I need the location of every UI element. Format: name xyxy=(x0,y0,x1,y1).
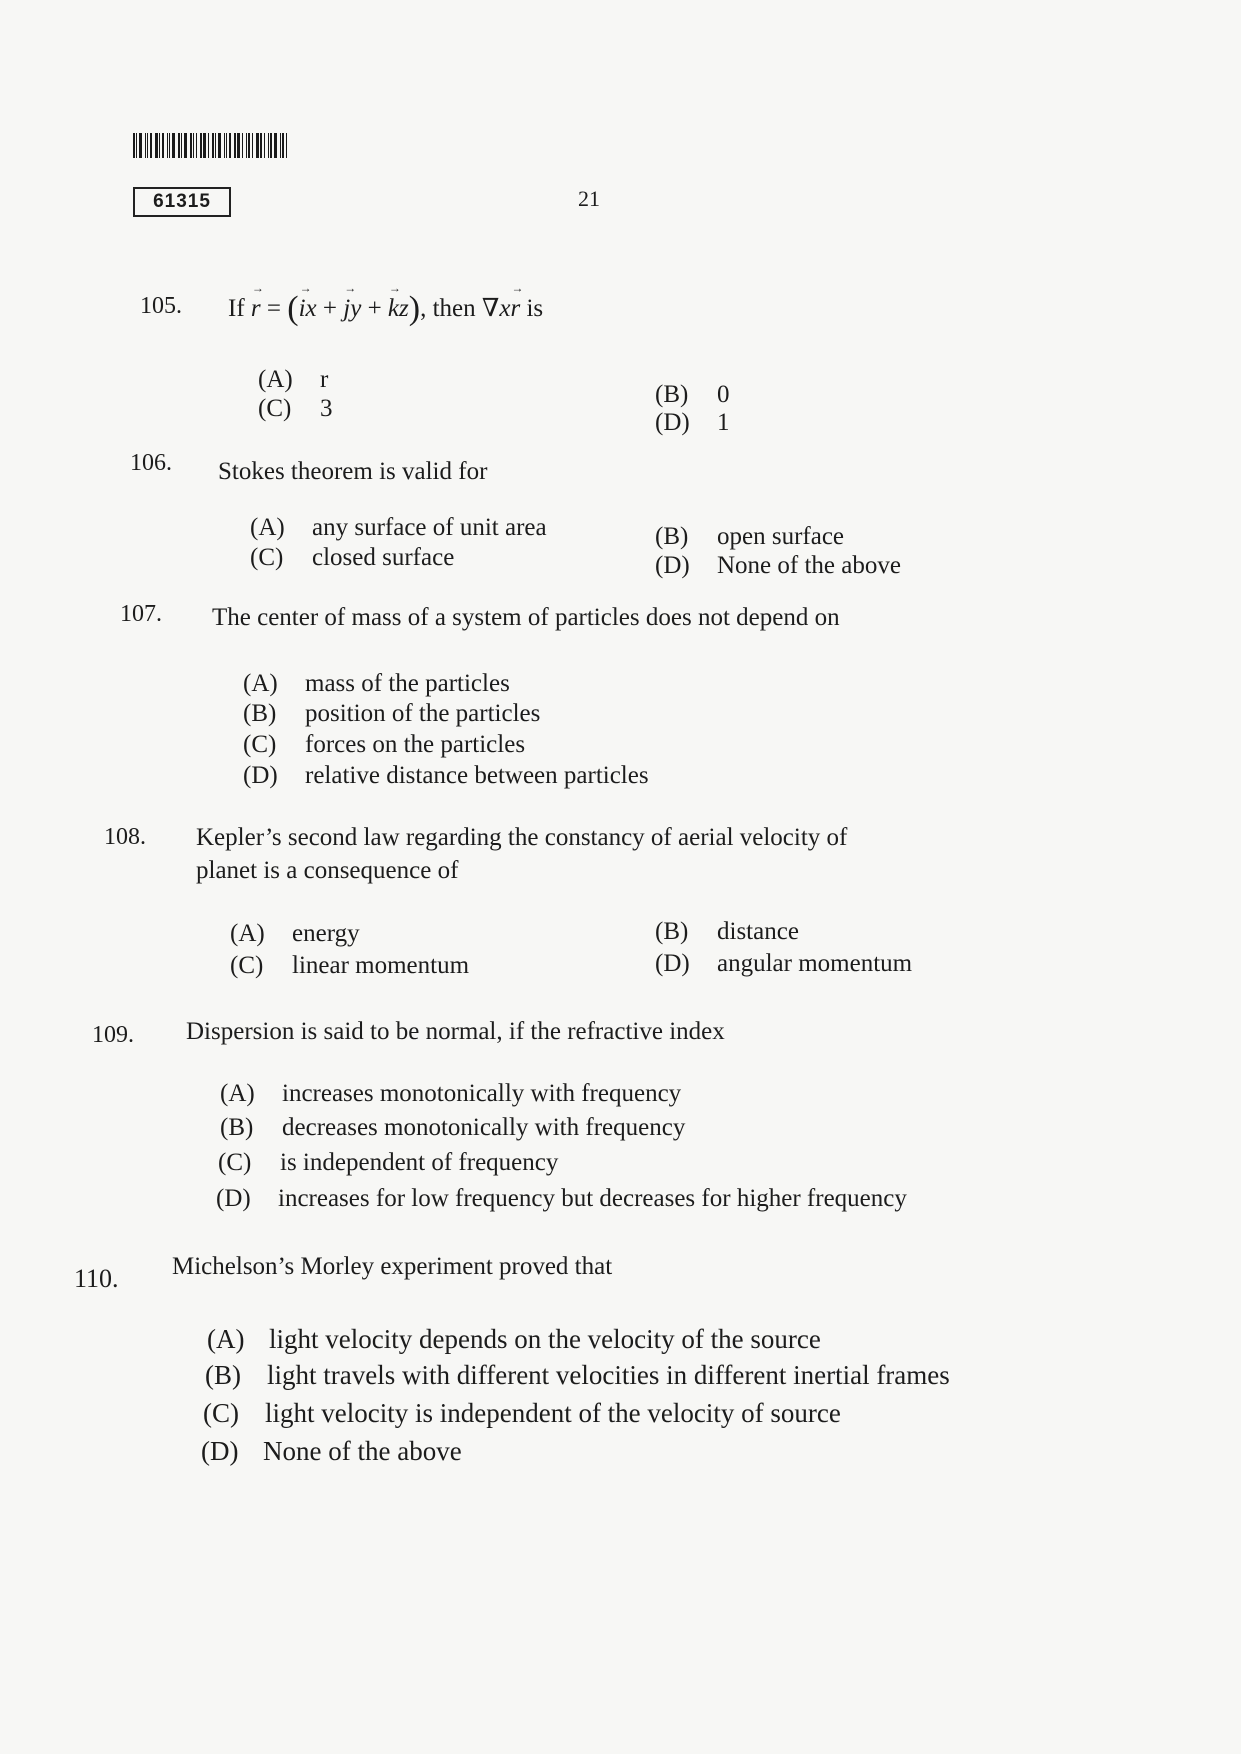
q105-then: , then xyxy=(420,295,476,322)
question-number-108: 108. xyxy=(104,824,146,850)
option-label: (D) xyxy=(201,1436,239,1466)
option-label: (C) xyxy=(250,544,284,571)
question-text-106: Stokes theorem is valid for xyxy=(218,458,488,485)
q105-plus-2: + xyxy=(367,295,382,322)
q105-open-paren: ( xyxy=(287,290,299,327)
option-109-c xyxy=(218,1149,558,1177)
option-label: (C) xyxy=(258,395,292,422)
option-106-a xyxy=(250,514,547,542)
question-text-107: The center of mass of a system of particles does not depend on xyxy=(212,604,840,631)
q105-plus-1: + xyxy=(322,295,337,322)
barcode-bar xyxy=(212,133,214,158)
barcode-bar xyxy=(256,133,259,158)
q105-x: x xyxy=(305,295,317,322)
option-label: (C) xyxy=(243,731,277,758)
option-text: increases monotonically with frequency xyxy=(282,1080,682,1107)
option-label: (A) xyxy=(258,366,293,393)
barcode-bar xyxy=(260,133,262,158)
option-text: open surface xyxy=(717,523,845,550)
option-text: 1 xyxy=(717,409,730,436)
option-label: (C) xyxy=(203,1398,239,1428)
barcode-bar xyxy=(218,133,221,158)
q105-close-paren: ) xyxy=(408,290,421,327)
option-107-b xyxy=(243,700,540,728)
question-number-107: 107. xyxy=(120,601,162,627)
question-text-110: Michelson’s Morley experiment proved that xyxy=(172,1253,613,1280)
barcode-bar xyxy=(196,133,197,158)
option-110-c xyxy=(203,1398,841,1429)
q105-eq: = xyxy=(266,295,281,322)
barcode-bar xyxy=(193,133,194,158)
barcode-bar xyxy=(181,133,182,158)
barcode-bar xyxy=(167,133,168,158)
option-text: 0 xyxy=(717,381,730,408)
question-number-105: 105. xyxy=(140,293,182,319)
barcode-bar xyxy=(248,133,250,158)
barcode-bar xyxy=(184,133,187,158)
barcode-bar xyxy=(268,133,269,158)
barcode-bar xyxy=(280,133,281,158)
barcode-bar xyxy=(215,133,216,158)
option-label: (A) xyxy=(250,514,285,541)
barcode-bar xyxy=(172,133,175,158)
q105-nabla: ∇ xyxy=(481,295,500,322)
barcode-bar xyxy=(139,133,142,158)
question-text-108-line1: Kepler’s second law regarding the constancy of aerial velocity of xyxy=(196,824,848,851)
option-label: (B) xyxy=(655,523,689,550)
barcode-bar xyxy=(169,133,170,158)
option-110-b xyxy=(205,1360,950,1391)
option-109-b xyxy=(220,1114,685,1142)
barcode-bar xyxy=(252,133,253,158)
option-text: 3 xyxy=(320,395,333,422)
option-label: (B) xyxy=(220,1114,254,1141)
option-label: (A) xyxy=(230,920,265,947)
question-number-106: 106. xyxy=(130,450,172,476)
option-105-b xyxy=(655,381,730,409)
barcode-bar xyxy=(224,133,225,158)
q105-i-vector: → i xyxy=(299,295,306,323)
option-text: forces on the particles xyxy=(305,731,526,758)
barcode-bar xyxy=(150,133,152,158)
option-105-c xyxy=(258,395,333,423)
barcode-bar xyxy=(226,133,227,158)
option-label: (A) xyxy=(243,670,278,697)
barcode-bar xyxy=(234,133,236,158)
option-108-c xyxy=(230,952,469,980)
q105-r-vector: → r xyxy=(251,295,261,323)
option-110-a xyxy=(207,1324,821,1355)
barcode-bar xyxy=(264,133,265,158)
option-text: angular momentum xyxy=(717,950,913,977)
option-text: distance xyxy=(717,918,799,945)
option-text: is independent of frequency xyxy=(280,1149,559,1176)
option-text: light travels with different velocities in different inertial frames xyxy=(267,1360,950,1390)
option-105-d xyxy=(655,409,730,437)
q105-k-vector: → k xyxy=(388,295,399,323)
option-label: (B) xyxy=(205,1360,241,1390)
page-number: 21 xyxy=(578,186,600,211)
option-label: (C) xyxy=(230,952,264,979)
question-number-110: 110. xyxy=(74,1264,119,1293)
option-text: mass of the particles xyxy=(305,670,510,697)
barcode-bar xyxy=(190,133,192,158)
option-label: (D) xyxy=(655,950,690,977)
barcode-bar xyxy=(270,133,272,158)
barcode-bar xyxy=(229,133,231,158)
q105-y: y xyxy=(350,295,362,322)
option-label: (C) xyxy=(218,1149,252,1176)
option-110-d xyxy=(201,1436,462,1467)
question-text-105 xyxy=(228,290,543,328)
option-106-d xyxy=(655,552,901,580)
option-text: any surface of unit area xyxy=(312,514,547,541)
barcode-bar xyxy=(242,133,243,158)
option-108-b xyxy=(655,918,799,946)
question-text-108-line2: planet is a consequence of xyxy=(196,857,459,884)
q105-prefix: If xyxy=(228,295,245,322)
option-text: None of the above xyxy=(263,1436,462,1466)
option-text: energy xyxy=(292,920,360,947)
option-text: increases for low frequency but decreases for higher frequency xyxy=(278,1185,907,1212)
option-107-d xyxy=(243,762,649,790)
option-label: (B) xyxy=(243,700,277,727)
option-label: (D) xyxy=(216,1185,251,1212)
barcode-bar xyxy=(286,133,287,158)
question-text-109: Dispersion is said to be normal, if the refractive index xyxy=(186,1018,725,1045)
option-text: linear momentum xyxy=(292,952,470,979)
barcode-bar xyxy=(237,133,240,158)
option-text: r xyxy=(320,366,329,393)
option-text: position of the particles xyxy=(305,700,541,727)
option-text: closed surface xyxy=(312,544,455,571)
barcode-bar xyxy=(178,133,180,158)
option-108-a xyxy=(230,920,360,948)
barcode-bar xyxy=(136,133,137,158)
barcode-bar xyxy=(159,133,160,158)
option-text: light velocity depends on the velocity of the source xyxy=(269,1324,821,1354)
option-108-d xyxy=(655,950,912,978)
q105-cross: x xyxy=(499,295,511,322)
barcode-bar xyxy=(147,133,148,158)
barcode-bar xyxy=(200,133,202,158)
option-label: (B) xyxy=(655,918,689,945)
option-label: (A) xyxy=(207,1324,245,1354)
barcode xyxy=(133,133,303,158)
option-text: relative distance between particles xyxy=(305,762,649,789)
option-text: None of the above xyxy=(717,552,901,579)
barcode-bar xyxy=(145,133,146,158)
option-text: light velocity is independent of the velocity of source xyxy=(265,1398,841,1428)
option-107-c xyxy=(243,731,525,759)
option-109-a xyxy=(220,1080,681,1108)
q105-z: z xyxy=(399,295,409,322)
barcode-bar xyxy=(282,133,284,158)
barcode-bar xyxy=(203,133,206,158)
option-label: (A) xyxy=(220,1080,255,1107)
q105-r-vector-2: → r xyxy=(510,295,520,323)
option-109-d xyxy=(216,1185,907,1213)
barcode-bar xyxy=(246,133,247,158)
barcode-bar xyxy=(208,133,209,158)
q105-j-vector: → j xyxy=(343,295,350,323)
option-label: (D) xyxy=(655,552,690,579)
barcode-bar xyxy=(133,133,135,158)
barcode-bar xyxy=(162,133,164,158)
option-label: (B) xyxy=(655,381,689,408)
option-106-c xyxy=(250,544,454,572)
option-label: (D) xyxy=(655,409,690,436)
barcode-bar xyxy=(155,133,158,158)
option-106-b xyxy=(655,523,844,551)
paper-code: 61315 xyxy=(133,187,231,217)
q105-is: is xyxy=(526,295,544,322)
question-number-109: 109. xyxy=(92,1022,134,1048)
option-text: decreases monotonically with frequency xyxy=(282,1114,686,1141)
option-107-a xyxy=(243,670,510,698)
option-105-a xyxy=(258,366,328,394)
barcode-bar xyxy=(274,133,277,158)
option-label: (D) xyxy=(243,762,278,789)
